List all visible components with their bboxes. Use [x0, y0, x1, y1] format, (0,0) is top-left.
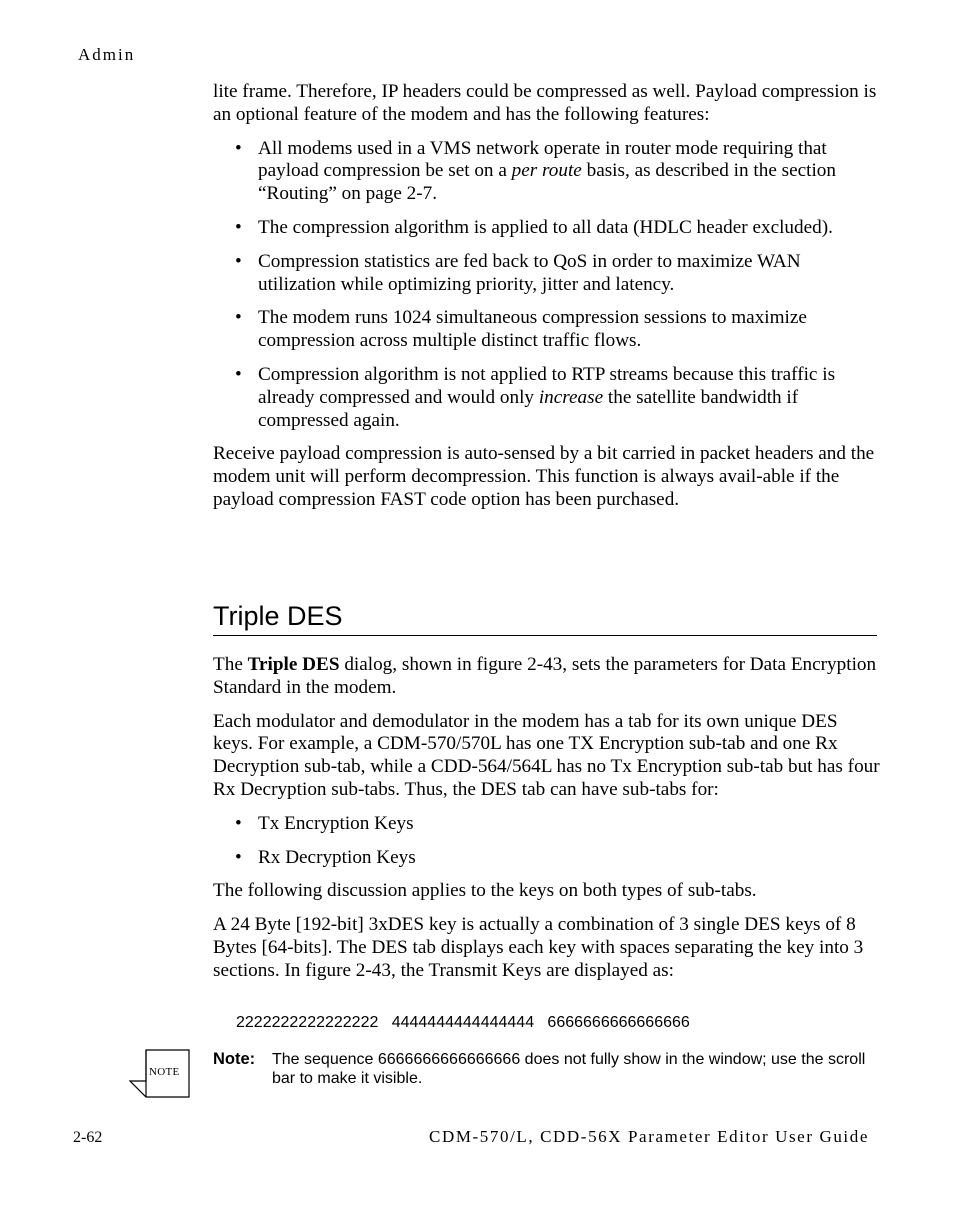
note-icon	[129, 1049, 191, 1099]
section-heading: Triple DES	[213, 599, 877, 636]
bold-text: Triple DES	[247, 654, 340, 675]
footer-title: CDM-570/L, CDD-56X Parameter Editor User Guide	[429, 1127, 869, 1146]
text-run: All modems used in a VMS network operate in router mode requiring that payload compression be set on a	[258, 137, 827, 182]
transmit-keys-line: 2222222222222222 4444444444444444 6666666666666666	[236, 1014, 690, 1031]
text-run: basis, as described in the section “Routing” on page 2-7.	[258, 160, 836, 205]
emphasis-text: increase	[538, 386, 604, 408]
text-run: The	[213, 654, 248, 675]
text-run: the satellite bandwidth if compressed again.	[258, 386, 799, 431]
list-item	[213, 138, 881, 206]
feature-list	[213, 138, 881, 433]
paragraph: Receive payload compression is auto-sensed by a bit carried in packet headers and the modem unit will perform decompression. This function is always avail-able if the payload compression FAST code option has been purchased.	[213, 443, 875, 510]
subtab-list	[213, 813, 881, 870]
list-item: • Compression statistics are fed back to QoS in order to maximize WAN utilization while optimizing priority, jitter and latency.	[213, 251, 881, 297]
compression-section	[213, 81, 881, 523]
note-callout	[213, 1050, 883, 1088]
paragraph	[213, 654, 881, 700]
paragraph: A 24 Byte [192-bit] 3xDES key is actually a combination of 3 single DES keys of 8 Bytes [64-bits]. The DES tab displays each key with spaces separating the key into 3 sections. In figure 2-43, the Transmit Keys are displayed as:	[213, 914, 864, 981]
note-label: Note:	[213, 1050, 256, 1068]
emphasis-text: per route	[511, 160, 582, 182]
list-item: • The modem runs 1024 simultaneous compression sessions to maximize compression across multiple distinct traffic flows.	[213, 307, 881, 353]
triple-des-section	[213, 654, 881, 994]
list-item: • Rx Decryption Keys	[213, 847, 881, 870]
text-run: dialog, shown in figure 2-43, sets the parameters for Data Encryption Standard in the modem.	[213, 654, 877, 698]
paragraph: lite frame. Therefore, IP headers could be compressed as well. Payload compression is an optional feature of the modem and has the following features:	[213, 81, 877, 125]
page-number: 2-62	[73, 1129, 103, 1146]
note-icon-label: NOTE	[149, 1066, 180, 1078]
running-header: Admin	[78, 45, 136, 64]
list-item: • The compression algorithm is applied to all data (HDLC header excluded).	[213, 217, 881, 240]
note-text: The sequence 6666666666666666 does not fully show in the window; use the scroll bar to make it visible.	[272, 1051, 866, 1087]
paragraph: Each modulator and demodulator in the modem has a tab for its own unique DES keys. For example, a CDM-570/570L has one TX Encryption sub-tab and one Rx Decryption sub-tab, while a CDD-564/564L has no Tx Encryption sub-tab but has four Rx Decryption sub-tabs. Thus, the DES tab can have sub-tabs for:	[213, 710, 880, 800]
text-run: Compression algorithm is not applied to RTP streams because this traffic is already compressed and would only	[258, 363, 836, 408]
list-item	[213, 364, 881, 432]
list-item: • Tx Encryption Keys	[213, 813, 881, 836]
paragraph: The following discussion applies to the keys on both types of sub-tabs.	[213, 880, 757, 902]
